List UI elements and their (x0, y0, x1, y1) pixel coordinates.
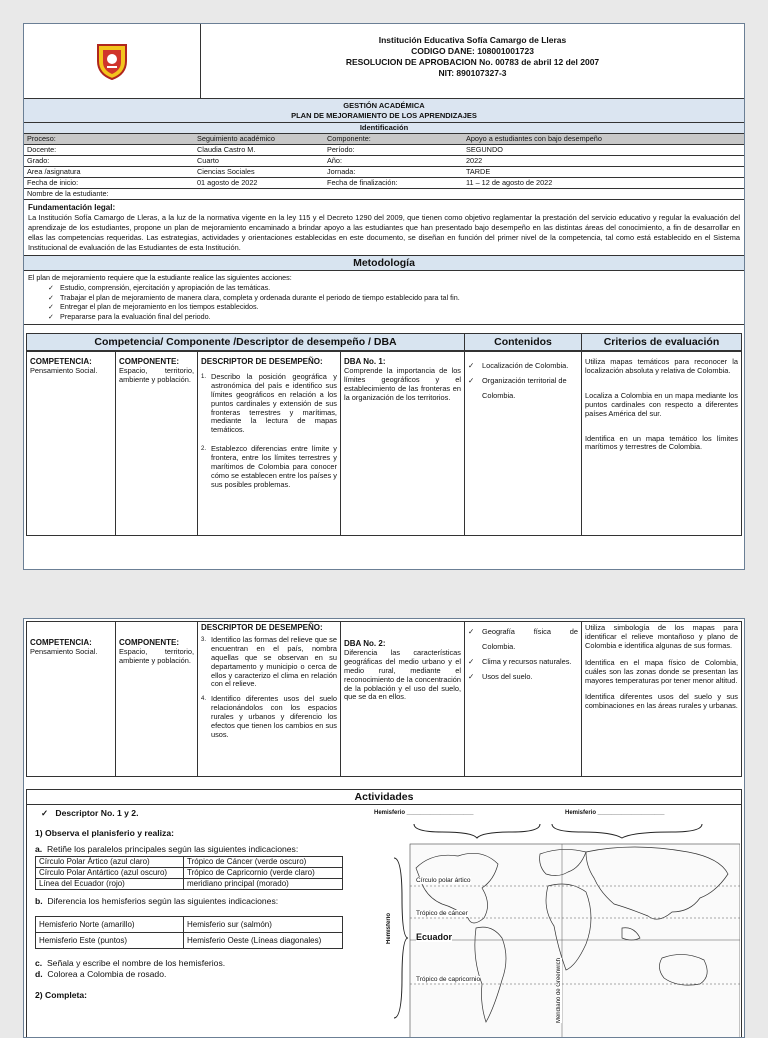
componente-label: COMPONENTE: (119, 356, 179, 366)
table-cell: Trópico de Capricornio (verde claro) (184, 868, 343, 879)
item-b-label: b. (35, 896, 43, 906)
institution-info (201, 24, 744, 98)
criterio-text: Identifica diferentes usos del suelo y sus combinaciones en las áreas rurales y urbanas. (585, 692, 738, 711)
item-a-label: a. (35, 844, 43, 854)
value-jornada: TARDE (463, 167, 744, 178)
label-proceso: Proceso: (24, 134, 194, 145)
label-anio: Año: (324, 156, 463, 167)
hemisferio-right-label: Hemisferio ____________________ (565, 810, 665, 816)
identificacion-title: Identificación (24, 123, 744, 134)
actividades-section (26, 789, 742, 1038)
componente-value: Espacio, territorio, ambiente y población. (119, 646, 194, 665)
institution-header (24, 24, 744, 99)
descriptor-cell (198, 351, 341, 535)
dba-cell (341, 351, 465, 535)
descriptor-item (201, 636, 337, 689)
actividades-instructions (35, 808, 355, 1001)
label-grado: Grado: (24, 156, 194, 167)
list-item: ✓ Estudio, comprensión, ejercitación y apropiación de las temáticas. (48, 283, 740, 293)
table-row (36, 879, 343, 890)
list-item: ✓ Organización territorial de Colombia. (468, 373, 578, 403)
criterio-text: Utiliza simbología de los mapas para identificar el relieve montañoso y plano de Colombia e identifica algunas de sus formas. (585, 623, 738, 650)
dba-label: DBA No. 2: (344, 639, 386, 648)
fundamentacion-section (24, 200, 744, 256)
item-d-text: Colorea a Colombia de rosado. (47, 969, 167, 979)
value-docente: Claudia Castro M. (194, 145, 324, 156)
question-2: 2) Completa: (35, 990, 88, 1000)
circulo-polar-label: Círculo polar ártico (416, 877, 471, 884)
item-c (35, 958, 355, 969)
criterios-cell (582, 622, 742, 777)
list-item: ✓ Trabajar el plan de mejoramiento de manera clara, completa y ordenada durante el periodo de tiempo establecido para tal fin. (48, 293, 740, 303)
paralelos-table (35, 856, 343, 890)
gestion-title: GESTIÓN ACADÉMICA (343, 101, 425, 110)
descriptor-item (201, 373, 337, 435)
competencia-table-2 (26, 621, 742, 777)
item-d (35, 969, 355, 980)
metodologia-title: Metodología (24, 256, 744, 271)
value-componente: Apoyo a estudiantes con bajo desempeño (463, 134, 744, 145)
table-row (24, 156, 744, 167)
item-c-label: c. (35, 958, 43, 968)
descriptor-number: 2. (201, 446, 207, 453)
actividades-title: Actividades (27, 790, 741, 805)
descriptor-ref: ✓ Descriptor No. 1 y 2. (41, 808, 139, 818)
competencia-value: Pensamiento Social. (30, 646, 98, 656)
contenidos-cell (465, 351, 582, 535)
hemisferio-side-label: Hemisferio (386, 912, 392, 944)
competencia-label: COMPETENCIA: (30, 638, 92, 647)
descriptor-item (201, 695, 337, 740)
table-cell: Hemisferio Oeste (Líneas diagonales) (184, 933, 343, 949)
contenido-text: Geografía física de Colombia. (482, 627, 578, 651)
criterio-text: Identifica en un mapa temático los límites marítimos y terrestres de Colombia. (585, 433, 738, 452)
criterios-cell (582, 351, 742, 535)
descriptor-text: Identifico las formas del relieve que se encuentran en el país, nombra aquellas que se observan en su departamento y municipio o cerca de ellos y caracterizo el clima en relación con el relieve. (211, 634, 337, 689)
ecuador-label: Ecuador (416, 932, 453, 942)
table-cell: Línea del Ecuador (rojo) (36, 879, 184, 890)
hemisferios-table (35, 916, 343, 949)
header-criterios: Criterios de evaluación (582, 333, 742, 350)
table-row (27, 622, 742, 777)
meridiano-label: Meridiano de Greenwich (556, 958, 562, 1024)
descriptor-label: DESCRIPTOR DE DESEMPEÑO: (201, 623, 323, 632)
item-b (35, 896, 355, 907)
label-periodo: Período: (324, 145, 463, 156)
item-b-text: Diferencia los hemisferios según las siguientes indicaciones: (47, 896, 279, 906)
contenido-text: Clima y recursos naturales. (482, 657, 572, 666)
list-item: ✓ Entregar el plan de mejoramiento en los tiempos establecidos. (48, 302, 740, 312)
descriptor-item (201, 445, 337, 490)
table-row (24, 178, 744, 189)
table-row (24, 134, 744, 145)
nit: NIT: 890107327-3 (438, 68, 507, 78)
contenido-text: Usos del suelo. (482, 672, 533, 681)
contenidos-cell (465, 622, 582, 777)
descriptor-text: Establezco diferencias entre límite y frontera, entre los límites terrestres y marítimos de Colombia para conocer cómo se establecen entre los países y sus posibles problemas. (211, 444, 337, 489)
competencia-header-table (26, 333, 742, 351)
list-item: ✓ Clima y recursos naturales. (468, 654, 578, 669)
descriptor-text: Identifico diferentes usos del suelo relacionándolos con los espacios rurales y urbanos y diferencio los efectos que tienen los cambios en sus usos. (211, 694, 337, 739)
criterio-text: Identifica en el mapa físico de Colombia, cuáles son las zonas donde se presentan las mayores temperaturas por tener menor altitud. (585, 657, 738, 685)
dba-cell (341, 622, 465, 777)
competencia-cell (27, 622, 116, 777)
descriptor-number: 1. (201, 373, 207, 380)
item-a-text: Retiñe los paralelos principales según las siguientes indicaciones: (46, 844, 299, 854)
table-cell: Hemisferio Este (puntos) (36, 933, 184, 949)
planisphere-figure (372, 808, 740, 1038)
value-area: Ciencias Sociales (194, 167, 324, 178)
metodologia-section (24, 271, 744, 325)
institution-name: Institución Educativa Sofía Camargo de Lleras (378, 35, 567, 45)
item-a (35, 844, 355, 855)
table-cell: Círculo Polar Ártico (azul claro) (36, 857, 184, 868)
competencia-cell (27, 351, 116, 535)
descriptor-label: DESCRIPTOR DE DESEMPEÑO: (201, 356, 323, 366)
gestion-header (24, 99, 744, 123)
value-grado: Cuarto (194, 156, 324, 167)
descriptor-cell (198, 622, 341, 777)
descriptor-text: Describo la posición geográfica y astronómica del país e identifico sus límites geográficos en relación a los puntos cardinales y extensión de sus fronteras terrestres y marítimas, mediante la lectura de mapas temáticos. (211, 371, 337, 435)
dba-label: DBA No. 1: (344, 356, 386, 366)
table-row (24, 167, 744, 178)
dba-text: Diferencia las características geográficas del medio urbano y el medio rural, mediante el reconocimiento de la concentración de la población y el uso del suelo, que se da en ellos. (344, 647, 461, 702)
label-nombre-estudiante: Nombre de la estudiante: (24, 189, 744, 200)
document-page-1 (23, 23, 745, 570)
resolution: RESOLUCION DE APROBACION No. 00783 de abril 12 del 2007 (345, 57, 600, 67)
shield-icon (94, 41, 130, 81)
identification-table (24, 134, 744, 200)
dane-code: CODIGO DANE: 108001001723 (411, 46, 534, 56)
descriptor-number: 3. (201, 636, 207, 643)
question-1: 1) Observa el planisferio y realiza: (35, 828, 174, 838)
list-item: ✓ Usos del suelo. (468, 669, 578, 684)
label-componente: Componente: (324, 134, 463, 145)
table-cell: Trópico de Cáncer (verde oscuro) (184, 857, 343, 868)
list-item: ✓ Prepararse para la evaluación final del periodo. (48, 312, 740, 322)
label-fecha-fin: Fecha de finalización: (324, 178, 463, 189)
table-cell: meridiano principal (morado) (184, 879, 343, 890)
contenido-text: Localización de Colombia. (482, 360, 569, 370)
criterio-text: Localiza a Colombia en un mapa mediante los puntos cardinales con respecto a diferentes países América del sur. (585, 390, 738, 418)
header-competencia: Competencia/ Componente /Descriptor de desempeño / DBA (27, 333, 465, 350)
value-anio: 2022 (463, 156, 744, 167)
metodologia-list (28, 283, 740, 322)
metodologia-intro: El plan de mejoramiento requiere que la estudiante realice las siguientes acciones: (28, 273, 292, 282)
tropico-capricornio-label: Trópico de capricornio (416, 976, 481, 983)
list-item: ✓ Localización de Colombia. (468, 358, 578, 373)
value-periodo: SEGUNDO (463, 145, 744, 156)
table-row (27, 351, 742, 535)
table-row (36, 933, 343, 949)
label-jornada: Jornada: (324, 167, 463, 178)
table-cell: Hemisferio Norte (amarillo) (36, 917, 184, 933)
label-area: Area /asignatura (24, 167, 194, 178)
table-row (24, 189, 744, 200)
componente-label: COMPONENTE: (119, 638, 179, 647)
document-page-2 (23, 618, 745, 1038)
competencia-table-1 (26, 351, 742, 536)
table-row (36, 868, 343, 879)
componente-cell (116, 622, 198, 777)
componente-value: Espacio, territorio, ambiente y población. (119, 365, 194, 384)
list-item: ✓ Geografía física de Colombia. (468, 624, 578, 654)
criterio-text: Utiliza mapas temáticos para reconocer la localización absoluta y relativa de Colombia. (585, 356, 738, 375)
hemisferio-left-label: Hemisferio ____________________ (374, 810, 474, 816)
fundamentacion-text: La Institución Sofía Camargo de Lleras, a la luz de la normativa vigente en la ley 115 y el Decreto 1290 del 2009, que tienen como objetivo reglamentar la prestación del servicio educativo y regular la evaluación del aprendizaje de los estudiantes, propone un plan de mejoramiento encaminado a brindar apoyo a las estudiantes que han presentado bajo desempeño en las distintas áreas del conocimiento, a fin de desarrollar en ellas las competencias requeridas. Las estrategias, actividades y orientaciones establecidas en este documento, se diseñan en función del primer nivel de la competencia, tal como está establecido en el Sistema Institucional de evaluación de las Estudiantes de esta Institución. (28, 213, 740, 252)
item-c-text: Señala y escribe el nombre de los hemisferios. (46, 958, 226, 968)
label-docente: Docente: (24, 145, 194, 156)
value-fecha-inicio: 01 agosto de 2022 (194, 178, 324, 189)
value-proceso: Seguimiento académico (194, 134, 324, 145)
table-row (36, 857, 343, 868)
header-contenidos: Contenidos (465, 333, 582, 350)
table-row (24, 145, 744, 156)
competencia-label: COMPETENCIA: (30, 356, 92, 366)
item-d-label: d. (35, 969, 43, 979)
dba-text: Comprende la importancia de los límites geográficos y el establecimiento de las fronteras en la organización de los territorios. (344, 365, 461, 402)
descriptor-ref-text: Descriptor No. 1 y 2. (55, 808, 139, 818)
table-cell: Círculo Polar Antártico (azul oscuro) (36, 868, 184, 879)
label-fecha-inicio: Fecha de inicio: (24, 178, 194, 189)
plan-title: PLAN DE MEJORAMIENTO DE LOS APRENDIZAJES (291, 110, 477, 120)
componente-cell (116, 351, 198, 535)
tropico-cancer-label: Trópico de cáncer (416, 910, 468, 917)
table-row (36, 917, 343, 933)
competencia-value: Pensamiento Social. (30, 365, 98, 375)
table-cell: Hemisferio sur (salmón) (184, 917, 343, 933)
value-fecha-fin: 11 – 12 de agosto de 2022 (463, 178, 744, 189)
school-logo (24, 24, 201, 98)
fundamentacion-title: Fundamentación legal: (28, 203, 116, 212)
contenido-text: Organización territorial de Colombia. (482, 375, 567, 400)
descriptor-number: 4. (201, 696, 207, 703)
